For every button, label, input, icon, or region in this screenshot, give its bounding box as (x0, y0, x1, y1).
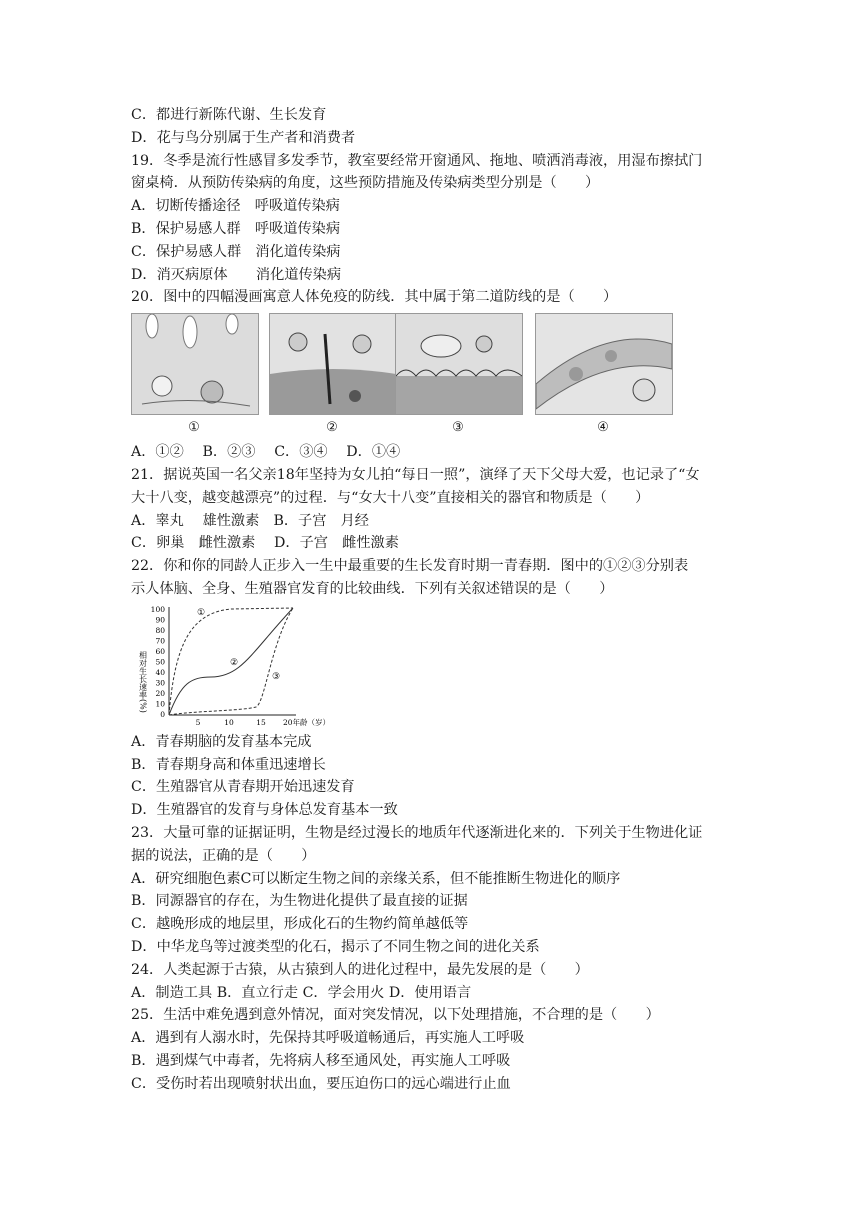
q20-stem: 20．图中的四幅漫画寓意人体免疫的防线．其中属于第二道防线的是（ ） (131, 289, 618, 306)
q20-options: A．①② B．②③ C．③④ D．①④ (131, 444, 401, 461)
q19-option-b: B．保护易感人群 呼吸道传染病 (131, 220, 341, 237)
y-tick-labels (151, 605, 166, 719)
cartoon-panel-2 (269, 313, 397, 415)
svg-text:80: 80 (155, 625, 165, 635)
q22-option-a: A．青春期脑的发育基本完成 (131, 733, 312, 750)
immune-defense-figure (131, 313, 751, 439)
q22-stem-1: 22．你和你的同龄人正步入一生中最重要的生长发育时期一青春期．图中的①②③分别表 (131, 558, 689, 575)
q23-option-a: A．研究细胞色素C可以断定生物之间的亲缘关系，但不能推断生物进化的顺序 (131, 870, 621, 887)
svg-text:40: 40 (155, 667, 165, 677)
cartoon-panel-3 (395, 313, 523, 415)
q19-option-d: D．消灭病原体 消化道传染病 (131, 266, 342, 283)
svg-text:70: 70 (155, 636, 165, 646)
document-page (131, 104, 751, 1096)
svg-text:15: 15 (256, 717, 266, 727)
q21-options-cd: C．卵巢 雌性激素 D．子宫 雌性激素 (131, 535, 399, 552)
svg-text:30: 30 (155, 678, 165, 688)
q24-options: A．制造工具 B．直立行走 C．学会用火 D．使用语言 (131, 984, 472, 1001)
q21-options-ab: A．睾丸 雄性激素 B．子宫 月经 (131, 512, 369, 529)
svg-text:0: 0 (160, 709, 165, 719)
q25-option-c: C．受伤时若出现喷射状出血，要压迫伤口的远心端进行止血 (131, 1075, 511, 1092)
panel-label-4: ④ (597, 420, 609, 436)
y-axis-label: 相对生长速率(%) (138, 650, 148, 713)
svg-text:60: 60 (155, 646, 165, 656)
svg-text:20年龄（岁）: 20年龄（岁） (283, 717, 331, 727)
q22-option-c: C．生殖器官从青春期开始迅速发育 (131, 779, 355, 796)
svg-text:5: 5 (195, 717, 201, 727)
q23-option-b: B．同源器官的存在，为生物进化提供了最直接的证据 (131, 893, 468, 910)
q19-stem-2: 窗桌椅．从预防传染病的角度，这些预防措施及传染病类型分别是（ ） (131, 175, 600, 192)
q22-option-b: B．青春期身高和体重迅速增长 (131, 756, 326, 773)
cartoon-panel-1 (131, 313, 259, 415)
q23-stem-2: 据的说法，正确的是（ ） (131, 847, 316, 864)
q25-stem: 25．生活中难免遇到意外情况，面对突发情况，以下处理措施，不合理的是（ ） (131, 1007, 660, 1024)
x-tick-labels (196, 717, 330, 727)
q19-option-a: A．切断传播途径 呼吸道传染病 (131, 198, 340, 215)
svg-text:10: 10 (224, 717, 234, 727)
q19-option-c: C．保护易感人群 消化道传染病 (131, 243, 341, 260)
cartoon-panel-4 (535, 313, 673, 415)
svg-text:100: 100 (150, 604, 165, 614)
curve-label-3: ③ (272, 671, 281, 682)
q23-stem-1: 23．大量可靠的证据证明，生物是经过漫长的地质年代逐渐进化来的．下列关于生物进化证 (131, 824, 703, 841)
q24-stem: 24．人类起源于古猿，从古猿到人的进化过程中，最先发展的是（ ） (131, 961, 589, 978)
panel-label-2: ② (326, 420, 338, 436)
q22-stem-2: 示人体脑、全身、生殖器官发育的比较曲线．下列有关叙述错误的是（ ） (131, 580, 614, 597)
curve-label-1: ① (197, 607, 206, 618)
growth-curve-graph (131, 603, 346, 729)
q18-option-d: D．花与鸟分别属于生产者和消费者 (131, 129, 356, 146)
svg-text:90: 90 (155, 615, 165, 625)
svg-text:10: 10 (155, 699, 165, 709)
q22-option-d: D．生殖器官的发育与身体总发育基本一致 (131, 802, 398, 819)
q21-stem-2: 大十八变，越变越漂亮”的过程．与“女大十八变”直接相关的器官和物质是（ ） (131, 489, 650, 506)
q19-stem-1: 19．冬季是流行性感冒多发季节，教室要经常开窗通风、拖地、喷洒消毒液，用湿布擦拭门 (131, 152, 703, 169)
q23-option-c: C．越晚形成的地层里，形成化石的生物约简单越低等 (131, 916, 469, 933)
q25-option-a: A．遇到有人溺水时，先保持其呼吸道畅通后，再实施人工呼吸 (131, 1030, 525, 1047)
q21-stem-1: 21．据说英国一名父亲18年坚持为女儿拍“每日一照”，演绎了天下父母大爱，也记录了“女 (131, 466, 700, 483)
svg-text:20: 20 (155, 688, 165, 698)
svg-text:50: 50 (155, 657, 165, 667)
panel-label-3: ③ (452, 420, 464, 436)
curve-label-2: ② (230, 657, 239, 668)
panel-label-1: ① (188, 420, 200, 436)
q25-option-b: B．遇到煤气中毒者，先将病人移至通风处，再实施人工呼吸 (131, 1052, 511, 1069)
q18-option-c: C．都进行新陈代谢、生长发育 (131, 107, 327, 123)
q23-option-d: D．中华龙鸟等过渡类型的化石，揭示了不同生物之间的进化关系 (131, 938, 540, 955)
